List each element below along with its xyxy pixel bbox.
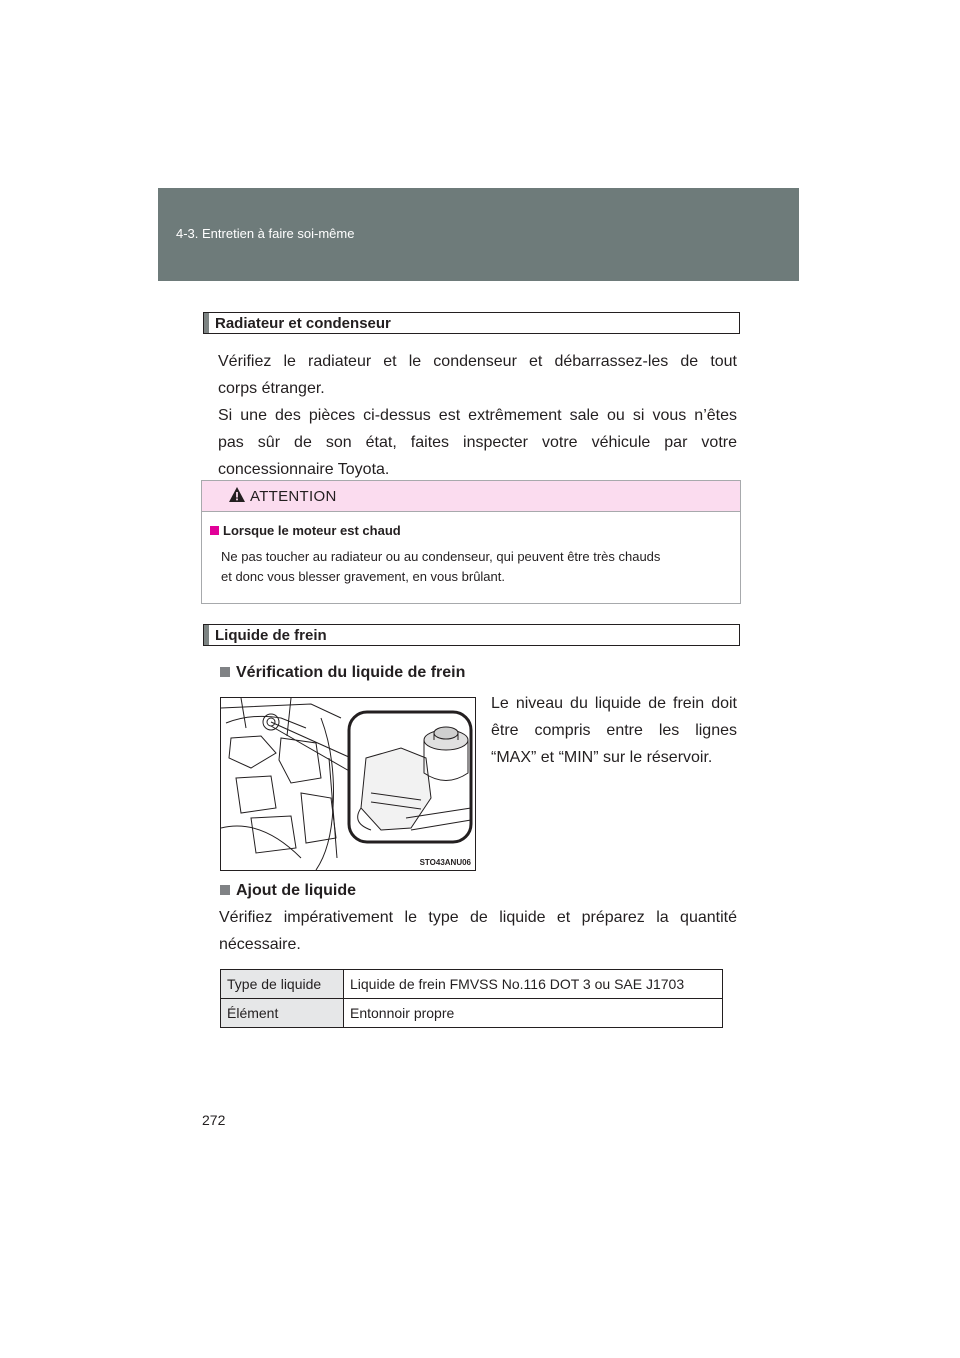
add-fluid-paragraph xyxy=(219,904,737,958)
pink-square-bullet-icon xyxy=(210,526,219,535)
table-key-cell: Type de liquide xyxy=(221,970,344,999)
header-bar xyxy=(158,188,799,281)
paragraph-line: concessionnaire Toyota. xyxy=(218,461,390,478)
paragraph-line: Si une des pièces ci-dessus est extrêmement sale ou si vous n’êtes xyxy=(218,407,737,424)
attention-line: et donc vous blesser gravement, en vous brûlant. xyxy=(221,569,505,584)
table-row xyxy=(221,999,723,1028)
paragraph-line: “MAX” et “MIN” sur le réservoir. xyxy=(491,749,713,766)
radiator-paragraph xyxy=(218,348,737,483)
paragraph-line: Vérifiez le radiateur et le condenseur et débarrassez-les de tout xyxy=(218,353,737,370)
attention-subheading-text: Lorsque le moteur est chaud xyxy=(223,523,401,538)
table-row xyxy=(221,970,723,999)
check-heading xyxy=(220,664,465,682)
add-fluid-heading xyxy=(220,882,356,900)
warning-icon xyxy=(228,486,246,503)
paragraph-line: Le niveau du liquide de frein doit xyxy=(491,695,737,712)
table-key-cell: Élément xyxy=(221,999,344,1028)
section-heading-radiator xyxy=(203,312,740,334)
section-heading-label: Radiateur et condenseur xyxy=(215,315,391,332)
paragraph-line: pas sûr de son état, faites inspecter votre véhicule par votre xyxy=(218,434,737,451)
figure-code: STO43ANU06 xyxy=(419,858,471,867)
paragraph-line: corps étranger. xyxy=(218,380,325,397)
heading-marker xyxy=(204,625,209,645)
attention-text xyxy=(221,547,737,587)
paragraph-line: être compris entre les lignes xyxy=(491,722,737,739)
section-heading-label: Liquide de frein xyxy=(215,627,327,644)
square-bullet-icon xyxy=(220,885,230,895)
paragraph-line: Vérifiez impérativement le type de liquide et préparez la quantité xyxy=(219,909,737,926)
chapter-title: 4-3. Entretien à faire soi-même xyxy=(176,226,355,241)
table-value-cell: Liquide de frein FMVSS No.116 DOT 3 ou SAE J1703 xyxy=(344,970,723,999)
engine-compartment-illustration xyxy=(221,698,475,870)
attention-line: Ne pas toucher au radiateur ou au condenseur, qui peuvent être très chauds xyxy=(221,549,661,564)
heading-marker xyxy=(204,313,209,333)
check-paragraph xyxy=(491,690,737,771)
attention-subheading xyxy=(210,523,401,538)
square-bullet-icon xyxy=(220,667,230,677)
fluid-spec-table xyxy=(220,969,723,1028)
brake-fluid-reservoir-figure xyxy=(220,697,476,871)
attention-title: ATTENTION xyxy=(250,488,337,505)
page-number: 272 xyxy=(202,1112,226,1128)
check-heading-text: Vérification du liquide de frein xyxy=(236,664,466,681)
paragraph-line: nécessaire. xyxy=(219,936,301,953)
table-value-cell: Entonnoir propre xyxy=(344,999,723,1028)
attention-header xyxy=(202,481,740,512)
attention-box xyxy=(201,480,741,604)
section-heading-brake-fluid xyxy=(203,624,740,646)
add-fluid-heading-text: Ajout de liquide xyxy=(236,882,356,899)
